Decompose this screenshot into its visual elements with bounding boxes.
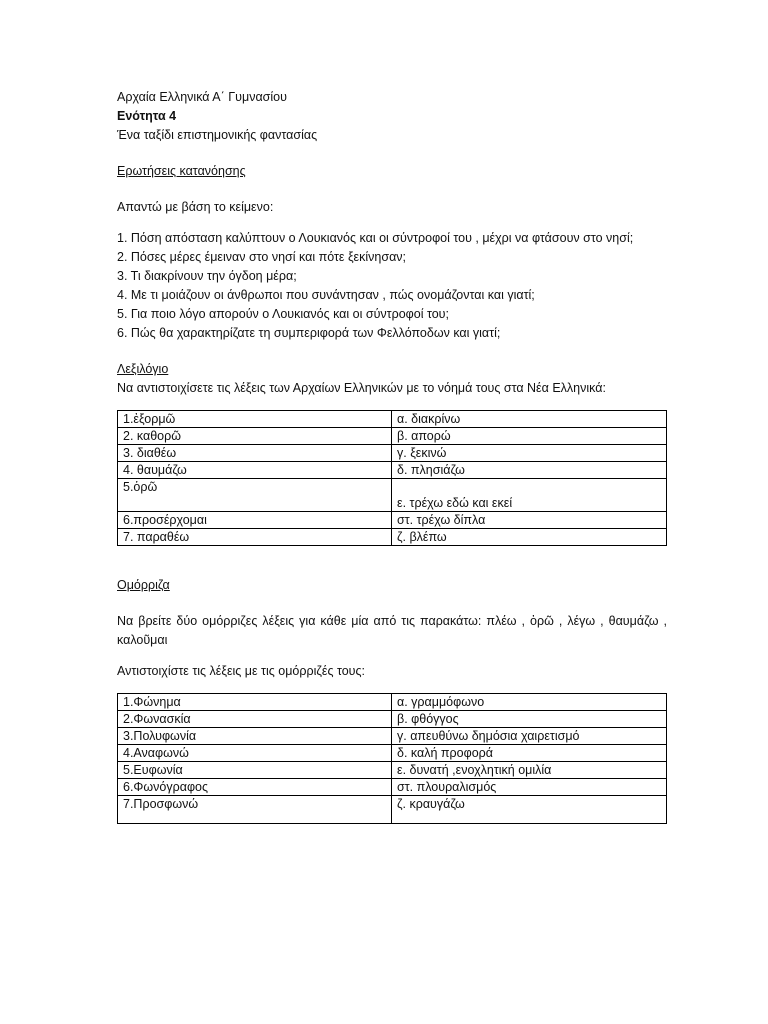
table-cell: γ. ξεκινώ xyxy=(392,445,667,462)
table-cell: 6.Φωνόγραφος xyxy=(118,779,392,796)
table-cell: γ. απευθύνω δημόσια χαιρετισμό xyxy=(392,728,667,745)
vocabulary-instruction: Να αντιστοιχίσετε τις λέξεις των Αρχαίων Ελληνικών με το νόημά τους στα Νέα Ελληνικά: xyxy=(117,381,606,395)
table-cell: α. διακρίνω xyxy=(392,411,667,428)
cognates-instruction: Να βρείτε δύο ομόρριζες λέξεις για κάθε μία από τις παρακάτω: πλέω , ὁρῶ , λέγω , θαυμάζω , καλοῦμαι xyxy=(117,614,667,647)
table-cell: β. απορώ xyxy=(392,428,667,445)
table-row xyxy=(118,694,667,711)
table-cell: 7. παραθέω xyxy=(118,529,392,546)
question-item: 4. Με τι μοιάζουν οι άνθρωποι που συνάντησαν , πώς ονομάζονται και γιατί; xyxy=(117,288,535,302)
table-cell: δ. πλησιάζω xyxy=(392,462,667,479)
table-cell: 2. καθορῶ xyxy=(118,428,392,445)
table-row xyxy=(118,529,667,546)
table-row xyxy=(118,762,667,779)
table-cell: 6.προσέρχομαι xyxy=(118,512,392,529)
table-cell: 4.Αναφωνώ xyxy=(118,745,392,762)
table-cell: 1.ἐξορμῶ xyxy=(118,411,392,428)
table-cell: ε. δυνατή ,ενοχλητική ομιλία xyxy=(392,762,667,779)
comprehension-intro: Απαντώ με βάση το κείμενο: xyxy=(117,200,274,214)
cognates-match-instruction: Αντιστοιχίστε τις λέξεις με τις ομόρριζές τους: xyxy=(117,664,365,678)
table-cell: 3. διαθέω xyxy=(118,445,392,462)
cognates-table xyxy=(117,693,667,824)
table-row xyxy=(118,462,667,479)
vocabulary-table xyxy=(117,410,667,546)
unit-line: Ενότητα 4 xyxy=(117,109,177,123)
table-cell: 5.Ευφωνία xyxy=(118,762,392,779)
comprehension-heading: Ερωτήσεις κατανόησης xyxy=(117,164,246,178)
table-row xyxy=(118,796,667,824)
lesson-title: Ένα ταξίδι επιστημονικής φαντασίας xyxy=(117,128,318,142)
table-cell: δ. καλή προφορά xyxy=(392,745,667,762)
question-item: 6. Πώς θα χαρακτηρίζατε τη συμπεριφορά των Φελλόποδων και γιατί; xyxy=(117,326,501,340)
table-cell: β. φθόγγος xyxy=(392,711,667,728)
table-cell: 1.Φώνημα xyxy=(118,694,392,711)
table-cell: 4. θαυμάζω xyxy=(118,462,392,479)
table-cell: στ. τρέχω δίπλα xyxy=(392,512,667,529)
table-cell: 7.Προσφωνώ xyxy=(118,796,392,824)
table-cell: α. γραμμόφωνο xyxy=(392,694,667,711)
table-row xyxy=(118,711,667,728)
question-item: 3. Τι διακρίνουν την όγδοη μέρα; xyxy=(117,269,297,283)
table-cell: ζ. βλέπω xyxy=(392,529,667,546)
table-row xyxy=(118,745,667,762)
vocabulary-heading: Λεξιλόγιο xyxy=(117,362,169,376)
question-item: 1. Πόση απόσταση καλύπτουν ο Λουκιανός και οι σύντροφοί του , μέχρι να φτάσουν στο νησί; xyxy=(117,231,634,245)
table-cell: ζ. κραυγάζω xyxy=(392,796,667,824)
table-row xyxy=(118,479,667,512)
table-cell: ε. τρέχω εδώ και εκεί xyxy=(392,479,667,512)
document-body xyxy=(117,88,667,824)
table-row xyxy=(118,779,667,796)
table-cell: 5.ὁρῶ xyxy=(118,479,392,512)
subject-line: Αρχαία Ελληνικά Α΄ Γυμνασίου xyxy=(117,90,287,104)
table-row xyxy=(118,445,667,462)
table-row xyxy=(118,411,667,428)
table-cell: στ. πλουραλισμός xyxy=(392,779,667,796)
question-list xyxy=(117,229,667,343)
table-row xyxy=(118,728,667,745)
table-row xyxy=(118,512,667,529)
table-cell: 3.Πολυφωνία xyxy=(118,728,392,745)
table-cell: 2.Φωνασκία xyxy=(118,711,392,728)
table-row xyxy=(118,428,667,445)
question-item: 5. Για ποιο λόγο απορούν ο Λουκιανός και οι σύντροφοί του; xyxy=(117,307,449,321)
cognates-heading: Ομόρριζα xyxy=(117,578,170,592)
question-item: 2. Πόσες μέρες έμειναν στο νησί και πότε ξεκίνησαν; xyxy=(117,250,407,264)
